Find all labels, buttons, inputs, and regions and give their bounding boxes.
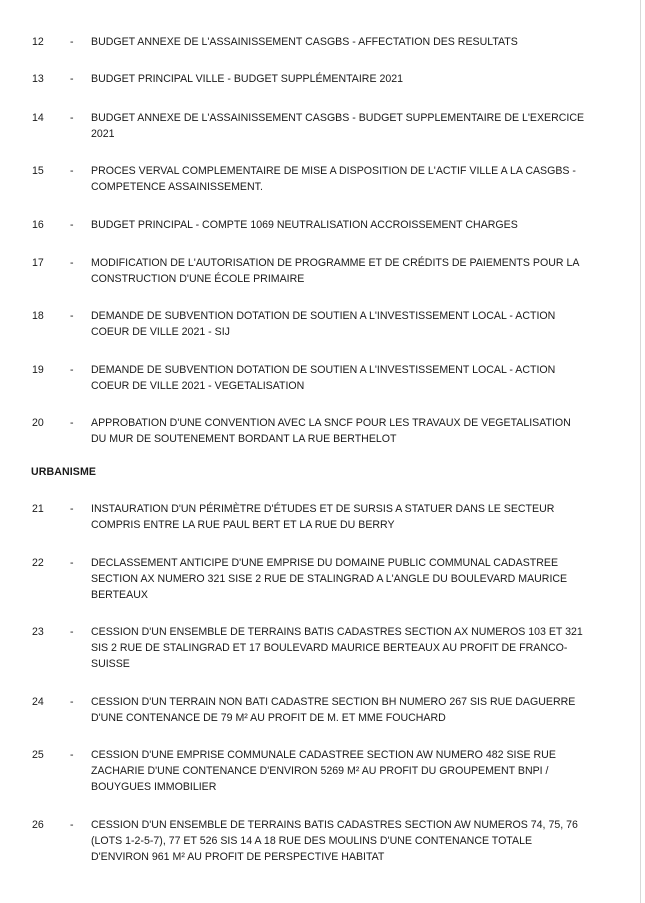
item-dash: - — [70, 557, 74, 569]
item-line: BUDGET ANNEXE DE L'ASSAINISSEMENT CASGBS - AFFECTATION DES RESULTATS — [91, 36, 518, 48]
item-number: 12 — [32, 36, 44, 48]
item-dash: - — [70, 112, 74, 124]
item-line: BUDGET ANNEXE DE L'ASSAINISSEMENT CASGBS - BUDGET SUPPLEMENTAIRE DE L'EXERCICE — [91, 112, 585, 124]
item-text — [91, 34, 591, 50]
item-line: BUDGET PRINCIPAL VILLE - BUDGET SUPPLÉMENTAIRE 2021 — [91, 73, 404, 85]
item-line: COEUR DE VILLE 2021 - VEGETALISATION — [91, 380, 305, 392]
item-text — [91, 747, 591, 795]
item-dash: - — [70, 36, 74, 48]
item-text — [91, 817, 591, 865]
item-text — [91, 71, 591, 87]
item-line: 2021 — [91, 128, 115, 140]
item-line: BERTEAUX — [91, 589, 148, 601]
item-line: (LOTS 1-2-5-7), 77 ET 526 SIS 14 A 18 RUE DES MOULINS D'UNE CONTENANCE TOTALE — [91, 835, 533, 847]
item-number: 25 — [32, 749, 44, 761]
item-line: COEUR DE VILLE 2021 - SIJ — [91, 326, 230, 338]
item-line: CESSION D'UN TERRAIN NON BATI CADASTRE SECTION BH NUMERO 267 SIS RUE DAGUERRE — [91, 696, 576, 708]
item-line: DEMANDE DE SUBVENTION DOTATION DE SOUTIEN A L'INVESTISSEMENT LOCAL - ACTION — [91, 310, 556, 322]
item-number: 18 — [32, 310, 44, 322]
item-number: 26 — [32, 819, 44, 831]
item-dash: - — [70, 626, 74, 638]
item-line: MODIFICATION DE L'AUTORISATION DE PROGRAMME ET DE CRÉDITS DE PAIEMENTS POUR LA — [91, 257, 580, 269]
item-text — [91, 308, 591, 340]
item-text — [91, 255, 591, 287]
section-heading: URBANISME — [31, 466, 97, 478]
item-dash: - — [70, 364, 74, 376]
item-number: 21 — [32, 503, 44, 515]
item-line: APPROBATION D'UNE CONVENTION AVEC LA SNCF POUR LES TRAVAUX DE VEGETALISATION — [91, 417, 571, 429]
item-dash: - — [70, 257, 74, 269]
item-line: BOUYGUES IMMOBILIER — [91, 781, 217, 793]
item-dash: - — [70, 310, 74, 322]
item-dash: - — [70, 417, 74, 429]
item-line: DU MUR DE SOUTENEMENT BORDANT LA RUE BERTHELOT — [91, 433, 397, 445]
item-dash: - — [70, 73, 74, 85]
item-number: 13 — [32, 73, 44, 85]
item-dash: - — [70, 749, 74, 761]
item-line: DEMANDE DE SUBVENTION DOTATION DE SOUTIEN A L'INVESTISSEMENT LOCAL - ACTION — [91, 364, 556, 376]
item-number: 20 — [32, 417, 44, 429]
item-text — [91, 694, 591, 726]
item-text — [91, 110, 591, 142]
item-text — [91, 624, 591, 672]
item-line: CESSION D'UNE EMPRISE COMMUNALE CADASTREE SECTION AW NUMERO 482 SISE RUE — [91, 749, 556, 761]
item-number: 14 — [32, 112, 44, 124]
item-line: DECLASSEMENT ANTICIPE D'UNE EMPRISE DU DOMAINE PUBLIC COMMUNAL CADASTREE — [91, 557, 559, 569]
item-line: COMPRIS ENTRE LA RUE PAUL BERT ET LA RUE DU BERRY — [91, 519, 395, 531]
item-number: 19 — [32, 364, 44, 376]
item-line: D'UNE CONTENANCE DE 79 M² AU PROFIT DE M. ET MME FOUCHARD — [91, 712, 446, 724]
item-line: D'ENVIRON 961 M² AU PROFIT DE PERSPECTIVE HABITAT — [91, 851, 385, 863]
item-line: SIS 2 RUE DE STALINGRAD ET 17 BOULEVARD MAURICE BERTEAUX AU PROFIT DE FRANCO- — [91, 642, 568, 654]
item-text — [91, 501, 591, 533]
item-number: 22 — [32, 557, 44, 569]
item-number: 17 — [32, 257, 44, 269]
item-line: INSTAURATION D'UN PÉRIMÈTRE D'ÉTUDES ET DE SURSIS A STATUER DANS LE SECTEUR — [91, 503, 555, 515]
item-line: PROCES VERVAL COMPLEMENTAIRE DE MISE A DISPOSITION DE L'ACTIF VILLE A LA CASGBS - — [91, 165, 576, 177]
item-line: BUDGET PRINCIPAL - COMPTE 1069 NEUTRALISATION ACCROISSEMENT CHARGES — [91, 219, 518, 231]
item-number: 23 — [32, 626, 44, 638]
item-line: COMPETENCE ASSAINISSEMENT. — [91, 181, 263, 193]
item-line: SUISSE — [91, 658, 130, 670]
item-text — [91, 163, 591, 195]
item-dash: - — [70, 819, 74, 831]
item-line: CESSION D'UN ENSEMBLE DE TERRAINS BATIS CADASTRES SECTION AX NUMEROS 103 ET 321 — [91, 626, 583, 638]
item-number: 24 — [32, 696, 44, 708]
item-text — [91, 415, 591, 447]
item-line: CESSION D'UN ENSEMBLE DE TERRAINS BATIS CADASTRES SECTION AW NUMEROS 74, 75, 76 — [91, 819, 578, 831]
item-number: 15 — [32, 165, 44, 177]
item-dash: - — [70, 219, 74, 231]
item-text — [91, 362, 591, 394]
item-text — [91, 217, 591, 233]
item-dash: - — [70, 165, 74, 177]
item-number: 16 — [32, 219, 44, 231]
item-line: ZACHARIE D'UNE CONTENANCE D'ENVIRON 5269 M² AU PROFIT DU GROUPEMENT BNPI / — [91, 765, 549, 777]
item-text — [91, 555, 591, 603]
item-dash: - — [70, 503, 74, 515]
item-line: CONSTRUCTION D'UNE ÉCOLE PRIMAIRE — [91, 273, 305, 285]
item-dash: - — [70, 696, 74, 708]
item-line: SECTION AX NUMERO 321 SISE 2 RUE DE STALINGRAD A L'ANGLE DU BOULEVARD MAURICE — [91, 573, 568, 585]
